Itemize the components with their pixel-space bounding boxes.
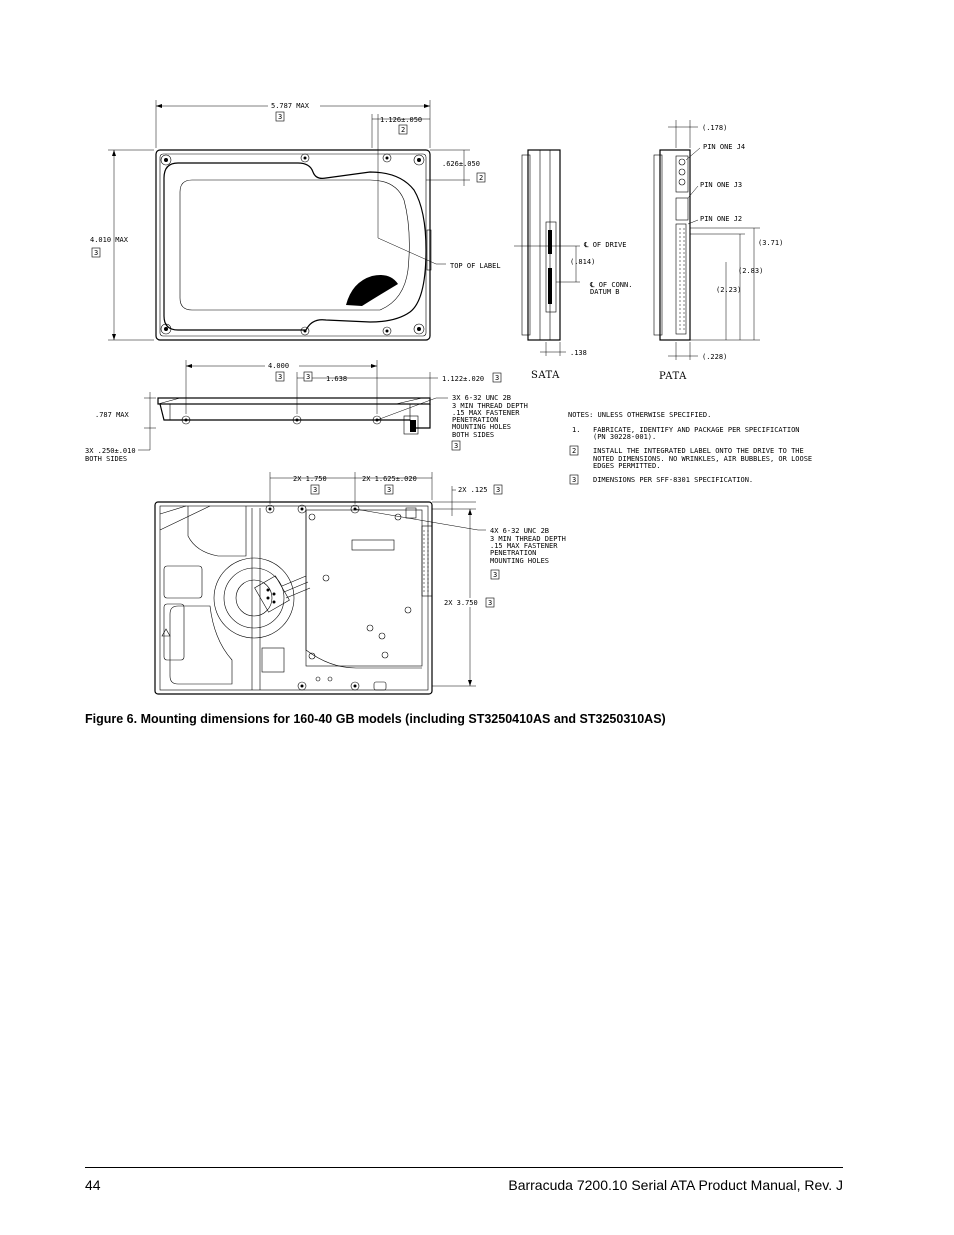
side-height-dim: .787 MAX [95, 411, 129, 419]
top-height-dim: 4.010 MAX [90, 236, 128, 244]
sata-thickness: .138 [570, 349, 587, 357]
sata-cl-drive: ℄ OF DRIVE [584, 241, 627, 249]
document-title: Barracuda 7200.10 Serial ATA Product Manual, Rev. J [508, 1177, 843, 1193]
pata-pin-j2: PIN ONE J2 [700, 215, 743, 223]
note-2-number: 2 [572, 447, 577, 455]
page-number: 44 [85, 1177, 101, 1193]
top-view [90, 100, 501, 340]
top-offset-dim: 1.126±.050 [380, 116, 423, 124]
sata-cl-conn: ℄ OF CONN. [590, 281, 633, 289]
pata-dim-1: (3.71) [758, 239, 784, 247]
note-1-line-2: (PN 30228-001). [593, 433, 657, 441]
side-thread-line-5: MOUNTING HOLES [452, 423, 512, 431]
bottom-spacing2-dim: 2X 1.625±.020 [362, 475, 417, 483]
side-thread-line-3: .15 MAX FASTENER [452, 409, 520, 417]
side-thread-line-4: PENETRATION [452, 416, 499, 424]
pata-dim-3: (2.23) [716, 286, 742, 294]
bottom-thread-line-3: .15 MAX FASTENER [490, 542, 558, 550]
pata-pin-j4: PIN ONE J4 [703, 143, 746, 151]
side-end-dim: 1.122±.020 [442, 375, 485, 383]
note-1-line-1: FABRICATE, IDENTIFY AND PACKAGE PER SPECIFICATION [593, 426, 800, 434]
top-vert-offset-dim: .626±.050 [442, 160, 480, 168]
side-end-note: 3 [495, 374, 500, 382]
pata-label: PATA [659, 371, 687, 382]
bottom-thread-ref: 3 [493, 571, 498, 579]
top-height-note: 3 [94, 249, 99, 257]
top-width-note: 3 [278, 113, 283, 121]
side-foot-sides: BOTH SIDES [85, 455, 128, 463]
side-thread-line-6: BOTH SIDES [452, 431, 495, 439]
pata-view [654, 120, 783, 382]
side-mid-note: 3 [306, 373, 311, 381]
notes-header: NOTES: UNLESS OTHERWISE SPECIFIED. [568, 411, 712, 419]
bottom-thread-line-2: 3 MIN THREAD DEPTH [490, 535, 566, 543]
note-1-number: 1. [572, 426, 581, 434]
pata-dim-2: (2.83) [738, 267, 764, 275]
bottom-view [155, 472, 566, 694]
note-2-line-3: EDGES PERMITTED. [593, 462, 661, 470]
top-width-dim: 5.787 MAX [271, 102, 309, 110]
bottom-spacing2-note: 3 [387, 486, 392, 494]
pata-pin-j3: PIN ONE J3 [700, 181, 743, 189]
sata-label: SATA [531, 370, 560, 381]
top-vert-offset-note: 2 [479, 174, 484, 182]
note-3-number: 3 [572, 476, 577, 484]
sata-view [514, 150, 632, 381]
footer-rule [85, 1167, 843, 1168]
bottom-edge-dim: 2X .125 [458, 486, 488, 494]
bottom-depth-note: 3 [488, 599, 493, 607]
top-of-label-callout: TOP OF LABEL [450, 262, 501, 270]
bottom-thread-line-1: 4X 6-32 UNC 2B [490, 527, 550, 535]
pata-top-dim: (.178) [702, 124, 728, 132]
note-2-line-1: INSTALL THE INTEGRATED LABEL ONTO THE DRIVE TO THE [593, 447, 804, 455]
figure-caption: Figure 6. Mounting dimensions for 160-40 GB models (including ST3250410AS and ST3250310AS) [85, 712, 666, 726]
side-view [85, 360, 528, 463]
side-thread-line-1: 3X 6-32 UNC 2B [452, 394, 512, 402]
sata-datum: DATUM B [590, 288, 620, 296]
sata-offset: (.814) [570, 258, 596, 266]
side-thread-line-2: 3 MIN THREAD DEPTH [452, 402, 528, 410]
pata-bottom-dim: (.228) [702, 353, 728, 361]
bottom-thread-line-4: PENETRATION [490, 549, 537, 557]
bottom-spacing1-dim: 2X 1.750 [293, 475, 327, 483]
drawing-notes [568, 411, 812, 484]
note-3-line-1: DIMENSIONS PER SFF-8301 SPECIFICATION. [593, 476, 754, 484]
note-2-line-2: NOTED DIMENSIONS. NO WRINKLES, AIR BUBBLES, OR LOOSE [593, 455, 813, 463]
side-mid-dim: 1.638 [326, 375, 348, 383]
side-span-note: 3 [278, 373, 283, 381]
bottom-spacing1-note: 3 [313, 486, 318, 494]
side-span-dim: 4.000 [268, 362, 290, 370]
side-thread-ref: 3 [454, 442, 459, 450]
bottom-thread-line-5: MOUNTING HOLES [490, 557, 550, 565]
side-foot-dim: 3X .250±.010 [85, 447, 136, 455]
bottom-edge-note: 3 [496, 486, 501, 494]
bottom-depth-dim: 2X 3.750 [444, 599, 478, 607]
top-offset-note: 2 [401, 126, 406, 134]
